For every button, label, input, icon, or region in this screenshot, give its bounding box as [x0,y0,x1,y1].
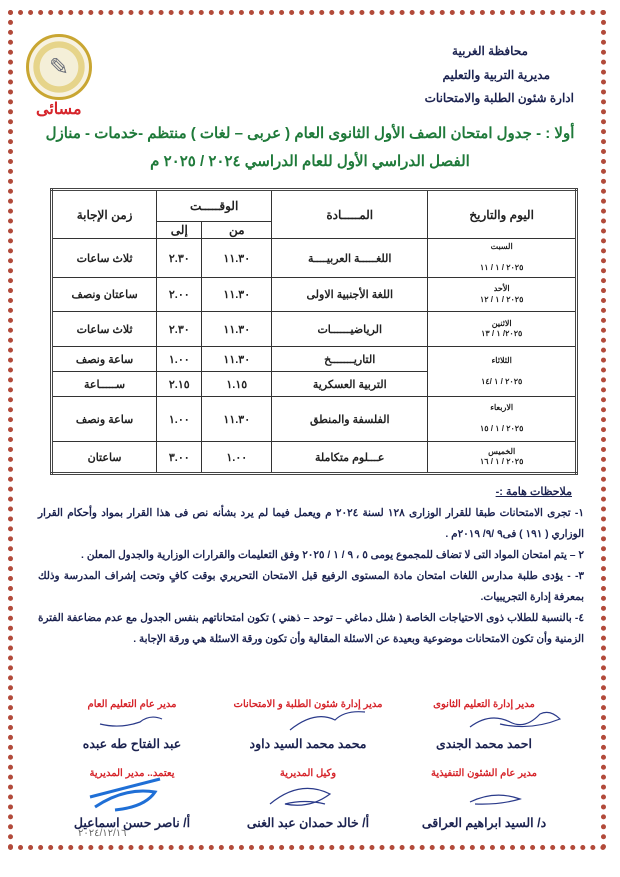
from-cell: ١١.٣٠ [202,312,272,347]
signatory-name: عبد الفتاح طه عبده [82,737,182,751]
signatory-role: وكيل المديرية [279,768,337,779]
handwritten-signature [394,712,574,736]
from-cell: ١١.٣٠ [202,347,272,372]
handwritten-signature [394,781,574,815]
day-date-cell [428,442,577,474]
to-cell: ١.٠٠ [157,347,202,372]
document-title: أولا : - جدول امتحان الصف الأول الثانوى العام ( عربى – لغات ) منتظم -خدمات - منازل [45,125,575,142]
exam-date: ٢٠٢٥ / ١ / ١٥ [479,424,524,434]
to-cell: ١.٠٠ [157,397,202,442]
day-name: الثلاثاء [491,355,512,365]
handwritten-signature [218,712,398,736]
day-name: الأحد [493,284,510,294]
handwritten-signature [42,712,222,736]
note-item: ٣- - يؤدى طلبة مدارس اللغات امتحان مادة المستوى الرفيع قبل الامتحان التحريري بوقت كافٍ وتحت إشراف المدرسة وذلك بمعرفة إدارة التجريبيات. [38,571,584,603]
to-cell: ٢.٣٠ [157,312,202,347]
signature-block [218,767,398,831]
important-notes [38,482,584,650]
day-name: الاربعاء [490,403,514,413]
day-date-cell [428,278,577,312]
from-cell: ١.٠٠ [202,442,272,474]
note-item: ٤- بالنسبة للطلاب ذوى الاحتياجات الخاصة ( شلل دماغي – توحد – ذهني ) تكون امتحاناتهم بنفس الجدول مع عدم مضاعفة الفترة الزمنية وأن تكون الامتحانات موضوعية وبعيدة عن الاسئلة المقالية وأن تكون ورقة الاسئلة هي ورقة الإجابة . [38,613,584,645]
to-cell: ٢.١٥ [157,372,202,397]
duration-cell: ثلاث ساعات [52,312,157,347]
signatory-role: مدير إدارة التعليم الثانوى [433,699,535,710]
header-subject: المـــــادة [272,190,428,239]
document-subtitle: الفصل الدراسي الأول للعام الدراسي ٢٠٢٤ / ٢٠٢٥ م [150,153,470,170]
signatory-role: يعتمد.. مدير المديرية [89,768,175,779]
notes-title: ملاحظات هامة :- [495,486,572,498]
header-time: الوقـــــت [157,190,272,222]
table-row [52,239,577,278]
pen-book-icon: ✎ [49,54,70,81]
from-cell: ١١.٣٠ [202,239,272,278]
exam-date: ٢٠٢٥ / ١ / ١٢ [479,294,524,304]
day-name: الاثنين [491,318,512,328]
session-label: مسائى [36,101,82,118]
signatory-role: مدير إدارة شئون الطلبة و الامتحانات [233,699,383,710]
exam-date: ٢٠٢٥ / ١ / ١١ [479,263,524,273]
exam-date: ٢٠٢٥ / ١ /١٤ [481,376,523,386]
subject-cell: الرياضيــــــات [272,312,428,347]
day-date-cell [428,239,577,278]
day-date-cell [428,312,577,347]
signatory-name: أ/ خالد حمدان عبد الغنى [246,816,370,830]
directorate-name: مديرية التربية والتعليم [442,68,550,82]
department-name: ادارة شئون الطلبة والامتحانات [424,91,574,105]
from-cell: ١١.٣٠ [202,278,272,312]
day-name: الخميس [488,446,516,456]
signatory-name: احمد محمد الجندى [436,737,532,751]
duration-cell: ثلاث ساعات [52,239,157,278]
subject-cell: اللغة الأجنبية الاولى [272,278,428,312]
signature-block [218,698,398,752]
subject-cell: التاريـــــــخ [272,347,428,372]
signature-block [42,698,222,752]
header-from: من [202,222,272,239]
table-row [52,442,577,474]
day-date-cell [428,347,577,397]
note-item: ١- تجرى الامتحانات طبقا للقرار الوزارى ١٢٨ لسنة ٢٠٢٤ م ويعمل فيما لم يرد بشأنه نص فى هذا القرار بمواد وأحكام القرار الوزاري ( ١٩١ ) فى٩ /٩/ ٢٠١٩م . [38,508,584,540]
header-day-date: اليوم والتاريخ [428,190,577,239]
duration-cell: ساعتان [52,442,157,474]
exam-date: ٢٠٢٥ / ١ / ١٦ [479,457,524,466]
handwritten-signature [42,781,222,815]
table-row [52,347,577,372]
table-row [52,278,577,312]
to-cell: ٣.٠٠ [157,442,202,474]
table-row [52,312,577,347]
subject-cell: الفلسفة والمنطق [272,397,428,442]
duration-cell: ســـــاعة [52,372,157,397]
duration-cell: ساعة ونصف [52,347,157,372]
day-date-cell [428,397,577,442]
handwritten-signature [218,781,398,815]
day-name: السبت [490,242,513,252]
to-cell: ٢.٠٠ [157,278,202,312]
to-cell: ٢.٣٠ [157,239,202,278]
governorate-name: محافظة الغربية [452,44,528,58]
directorate-logo [26,34,92,100]
signatory-role: مدير عام الشئون التنفيذية [430,768,538,779]
duration-cell: ساعة ونصف [52,397,157,442]
approval-date: ٢٠٢٤/١٢/١٦ [78,828,127,839]
from-cell: ١١.٣٠ [202,397,272,442]
duration-cell: ساعتان ونصف [52,278,157,312]
subject-cell: اللغـــــة العربيــــة [272,239,428,278]
note-item: ٢ – يتم امتحان المواد التى لا تضاف للمجموع يومى ٥ ، ٩ / ١ / ٢٠٢٥ وفق التعليمات والقرارات الوزارية والجدول المعلن . [81,550,584,561]
header-to: إلى [157,222,202,239]
signatory-name: د/ السيد ابراهيم العراقى [421,816,547,830]
from-cell: ١.١٥ [202,372,272,397]
signature-block [394,698,574,752]
exam-date: ٢٠٢٥/ ١ / ١٣ [481,329,523,338]
signatory-name: أ/ ناصر حسن اسماعيل [73,816,191,830]
subject-cell: عـــلوم متكاملة [272,442,428,474]
table-row [52,397,577,442]
header-duration: زمن الإجابة [52,190,157,239]
subject-cell: التربية العسكرية [272,372,428,397]
exam-schedule-table [50,188,578,475]
signature-block [42,767,222,831]
signatory-name: محمد محمد السيد داود [249,737,367,751]
signatory-role: مدير عام التعليم العام [87,699,177,710]
signature-block [394,767,574,831]
